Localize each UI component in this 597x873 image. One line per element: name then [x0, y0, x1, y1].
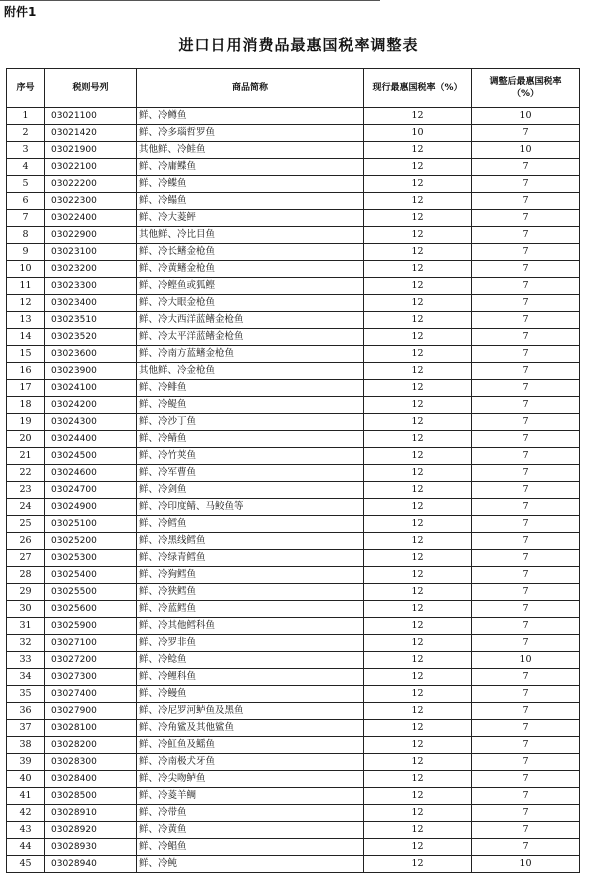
cell-serial-no: 34 — [7, 669, 45, 686]
cell-product-name: 鲜、冷罗非鱼 — [137, 635, 364, 652]
cell-product-name: 鲜、冷南极犬牙鱼 — [137, 754, 364, 771]
cell-adjusted-rate: 7 — [472, 176, 580, 193]
cell-product-name: 鲜、冷大菱鲆 — [137, 210, 364, 227]
header-product-name: 商品简称 — [137, 69, 364, 108]
cell-current-rate: 12 — [364, 210, 472, 227]
cell-product-name: 鲜、冷鲭鱼 — [137, 431, 364, 448]
cell-adjusted-rate: 7 — [472, 431, 580, 448]
cell-adjusted-rate: 10 — [472, 652, 580, 669]
cell-adjusted-rate: 7 — [472, 448, 580, 465]
cell-current-rate: 12 — [364, 584, 472, 601]
table-row — [7, 839, 580, 856]
table-row — [7, 312, 580, 329]
cell-adjusted-rate: 10 — [472, 142, 580, 159]
cell-serial-no: 9 — [7, 244, 45, 261]
cell-serial-no: 33 — [7, 652, 45, 669]
cell-serial-no: 22 — [7, 465, 45, 482]
cell-tariff-code: 03023400 — [45, 295, 137, 312]
cell-current-rate: 12 — [364, 397, 472, 414]
cell-adjusted-rate: 7 — [472, 567, 580, 584]
cell-adjusted-rate: 7 — [472, 839, 580, 856]
cell-tariff-code: 03027200 — [45, 652, 137, 669]
cell-product-name: 鲜、冷黄鳍金枪鱼 — [137, 261, 364, 278]
table-row — [7, 465, 580, 482]
cell-adjusted-rate: 7 — [472, 227, 580, 244]
cell-current-rate: 12 — [364, 380, 472, 397]
cell-current-rate: 12 — [364, 618, 472, 635]
cell-adjusted-rate: 7 — [472, 244, 580, 261]
cell-adjusted-rate: 7 — [472, 737, 580, 754]
table-row — [7, 380, 580, 397]
cell-product-name: 鲜、冷鳎鱼 — [137, 193, 364, 210]
cell-current-rate: 12 — [364, 737, 472, 754]
cell-serial-no: 20 — [7, 431, 45, 448]
cell-current-rate: 12 — [364, 533, 472, 550]
cell-serial-no: 29 — [7, 584, 45, 601]
cell-serial-no: 4 — [7, 159, 45, 176]
cell-product-name: 鲜、冷庸鲽鱼 — [137, 159, 364, 176]
cell-tariff-code: 03023510 — [45, 312, 137, 329]
cell-serial-no: 19 — [7, 414, 45, 431]
table-row — [7, 584, 580, 601]
cell-serial-no: 35 — [7, 686, 45, 703]
cell-adjusted-rate: 7 — [472, 261, 580, 278]
cell-adjusted-rate: 7 — [472, 295, 580, 312]
table-row — [7, 125, 580, 142]
cell-adjusted-rate: 7 — [472, 312, 580, 329]
header-adjusted-rate — [472, 69, 580, 108]
cell-tariff-code: 03023520 — [45, 329, 137, 346]
cell-product-name: 鲜、冷大眼金枪鱼 — [137, 295, 364, 312]
cell-tariff-code: 03027300 — [45, 669, 137, 686]
table-row — [7, 669, 580, 686]
cell-current-rate: 12 — [364, 635, 472, 652]
table-row — [7, 346, 580, 363]
cell-product-name: 鲜、冷剑鱼 — [137, 482, 364, 499]
cell-product-name: 鲜、冷魟鱼及鳐鱼 — [137, 737, 364, 754]
table-row — [7, 363, 580, 380]
cell-adjusted-rate: 7 — [472, 771, 580, 788]
table-row — [7, 227, 580, 244]
cell-product-name: 鲜、冷太平洋蓝鳍金枪鱼 — [137, 329, 364, 346]
cell-current-rate: 12 — [364, 822, 472, 839]
table-row — [7, 448, 580, 465]
cell-serial-no: 23 — [7, 482, 45, 499]
cell-adjusted-rate: 7 — [472, 414, 580, 431]
cell-serial-no: 38 — [7, 737, 45, 754]
cell-current-rate: 12 — [364, 465, 472, 482]
cell-tariff-code: 03022400 — [45, 210, 137, 227]
cell-serial-no: 3 — [7, 142, 45, 159]
table-row — [7, 720, 580, 737]
table-row — [7, 516, 580, 533]
header-adjusted-rate-text: 调整后最惠国税率（%） — [489, 77, 562, 99]
cell-current-rate: 12 — [364, 142, 472, 159]
cell-current-rate: 12 — [364, 839, 472, 856]
document-title: 进口日用消费品最惠国税率调整表 — [178, 36, 419, 54]
cell-product-name: 鲜、冷尖吻鲈鱼 — [137, 771, 364, 788]
cell-serial-no: 41 — [7, 788, 45, 805]
cell-serial-no: 5 — [7, 176, 45, 193]
cell-current-rate: 12 — [364, 159, 472, 176]
cell-adjusted-rate: 7 — [472, 754, 580, 771]
table-row — [7, 635, 580, 652]
cell-product-name: 鲜、冷带鱼 — [137, 805, 364, 822]
cell-product-name: 鲜、冷菱羊鲷 — [137, 788, 364, 805]
cell-adjusted-rate: 7 — [472, 533, 580, 550]
cell-serial-no: 15 — [7, 346, 45, 363]
cell-product-name: 鲜、冷鲶鱼 — [137, 652, 364, 669]
table-row — [7, 737, 580, 754]
cell-tariff-code: 03027900 — [45, 703, 137, 720]
cell-current-rate: 12 — [364, 482, 472, 499]
top-rule — [0, 0, 380, 1]
cell-adjusted-rate: 7 — [472, 210, 580, 227]
cell-tariff-code: 03028910 — [45, 805, 137, 822]
table-row — [7, 176, 580, 193]
cell-tariff-code: 03024200 — [45, 397, 137, 414]
cell-tariff-code: 03028500 — [45, 788, 137, 805]
cell-current-rate: 12 — [364, 567, 472, 584]
cell-tariff-code: 03024900 — [45, 499, 137, 516]
table-row — [7, 278, 580, 295]
cell-adjusted-rate: 7 — [472, 669, 580, 686]
cell-product-name: 鲜、冷沙丁鱼 — [137, 414, 364, 431]
cell-serial-no: 43 — [7, 822, 45, 839]
cell-adjusted-rate: 7 — [472, 584, 580, 601]
cell-product-name: 鲜、冷黄鱼 — [137, 822, 364, 839]
cell-current-rate: 12 — [364, 108, 472, 125]
cell-current-rate: 12 — [364, 754, 472, 771]
cell-tariff-code: 03025500 — [45, 584, 137, 601]
cell-serial-no: 40 — [7, 771, 45, 788]
cell-current-rate: 12 — [364, 176, 472, 193]
cell-serial-no: 7 — [7, 210, 45, 227]
cell-serial-no: 16 — [7, 363, 45, 380]
cell-tariff-code: 03022900 — [45, 227, 137, 244]
cell-adjusted-rate: 7 — [472, 635, 580, 652]
cell-current-rate: 12 — [364, 669, 472, 686]
cell-current-rate: 12 — [364, 261, 472, 278]
table-row — [7, 618, 580, 635]
table-row — [7, 108, 580, 125]
cell-serial-no: 8 — [7, 227, 45, 244]
cell-product-name: 鲜、冷竹荚鱼 — [137, 448, 364, 465]
cell-product-name: 其他鲜、冷鲑鱼 — [137, 142, 364, 159]
table-row — [7, 686, 580, 703]
table-row — [7, 397, 580, 414]
cell-serial-no: 11 — [7, 278, 45, 295]
table-row — [7, 210, 580, 227]
cell-adjusted-rate: 10 — [472, 108, 580, 125]
cell-product-name: 鲜、冷鳀鱼 — [137, 397, 364, 414]
table-row — [7, 805, 580, 822]
table-row — [7, 414, 580, 431]
cell-tariff-code: 03027400 — [45, 686, 137, 703]
cell-current-rate: 12 — [364, 193, 472, 210]
cell-tariff-code: 03023900 — [45, 363, 137, 380]
cell-tariff-code: 03028300 — [45, 754, 137, 771]
table-row — [7, 482, 580, 499]
cell-adjusted-rate: 7 — [472, 703, 580, 720]
cell-adjusted-rate: 7 — [472, 516, 580, 533]
cell-tariff-code: 03024100 — [45, 380, 137, 397]
cell-product-name: 鲜、冷蓝鳕鱼 — [137, 601, 364, 618]
table-row — [7, 822, 580, 839]
cell-tariff-code: 03025400 — [45, 567, 137, 584]
cell-current-rate: 12 — [364, 686, 472, 703]
cell-product-name: 鲜、冷鳕鱼 — [137, 516, 364, 533]
cell-current-rate: 12 — [364, 788, 472, 805]
table-row — [7, 703, 580, 720]
cell-tariff-code: 03028400 — [45, 771, 137, 788]
cell-adjusted-rate: 7 — [472, 465, 580, 482]
cell-adjusted-rate: 7 — [472, 125, 580, 142]
cell-serial-no: 36 — [7, 703, 45, 720]
header-tariff-code: 税则号列 — [45, 69, 137, 108]
table-row — [7, 499, 580, 516]
table-row — [7, 567, 580, 584]
cell-tariff-code: 03024600 — [45, 465, 137, 482]
cell-tariff-code: 03021100 — [45, 108, 137, 125]
cell-tariff-code: 03025600 — [45, 601, 137, 618]
cell-tariff-code: 03024400 — [45, 431, 137, 448]
cell-tariff-code: 03022300 — [45, 193, 137, 210]
cell-tariff-code: 03028930 — [45, 839, 137, 856]
tariff-table — [6, 68, 580, 873]
cell-product-name: 其他鲜、冷金枪鱼 — [137, 363, 364, 380]
attachment-label: 附件1 — [4, 5, 37, 19]
cell-product-name: 鲜、冷南方蓝鳍金枪鱼 — [137, 346, 364, 363]
cell-current-rate: 12 — [364, 856, 472, 873]
cell-current-rate: 12 — [364, 363, 472, 380]
header-current-rate: 现行最惠国税率（%） — [364, 69, 472, 108]
cell-tariff-code: 03027100 — [45, 635, 137, 652]
cell-tariff-code: 03028920 — [45, 822, 137, 839]
cell-current-rate: 12 — [364, 227, 472, 244]
cell-tariff-code: 03024700 — [45, 482, 137, 499]
table-row — [7, 244, 580, 261]
cell-adjusted-rate: 7 — [472, 193, 580, 210]
cell-adjusted-rate: 7 — [472, 550, 580, 567]
cell-serial-no: 21 — [7, 448, 45, 465]
cell-current-rate: 12 — [364, 805, 472, 822]
cell-serial-no: 10 — [7, 261, 45, 278]
cell-product-name: 鲜、冷多瑙哲罗鱼 — [137, 125, 364, 142]
cell-product-name: 鲜、冷长鳍金枪鱼 — [137, 244, 364, 261]
cell-serial-no: 1 — [7, 108, 45, 125]
cell-adjusted-rate: 7 — [472, 329, 580, 346]
cell-adjusted-rate: 7 — [472, 397, 580, 414]
cell-tariff-code: 03028940 — [45, 856, 137, 873]
table-row — [7, 771, 580, 788]
table-row — [7, 295, 580, 312]
cell-tariff-code: 03023200 — [45, 261, 137, 278]
table-row — [7, 261, 580, 278]
cell-serial-no: 24 — [7, 499, 45, 516]
cell-serial-no: 28 — [7, 567, 45, 584]
cell-product-name: 鲜、冷狭鳕鱼 — [137, 584, 364, 601]
cell-current-rate: 12 — [364, 414, 472, 431]
cell-tariff-code: 03028100 — [45, 720, 137, 737]
cell-tariff-code: 03021420 — [45, 125, 137, 142]
cell-adjusted-rate: 7 — [472, 720, 580, 737]
table-row — [7, 142, 580, 159]
cell-current-rate: 12 — [364, 703, 472, 720]
cell-adjusted-rate: 7 — [472, 601, 580, 618]
cell-tariff-code: 03022100 — [45, 159, 137, 176]
cell-serial-no: 30 — [7, 601, 45, 618]
cell-adjusted-rate: 7 — [472, 686, 580, 703]
cell-current-rate: 12 — [364, 312, 472, 329]
cell-tariff-code: 03025900 — [45, 618, 137, 635]
table-row — [7, 601, 580, 618]
cell-product-name: 鲜、冷鲤科鱼 — [137, 669, 364, 686]
cell-product-name: 鲜、冷角鲨及其他鲨鱼 — [137, 720, 364, 737]
cell-serial-no: 32 — [7, 635, 45, 652]
cell-current-rate: 12 — [364, 652, 472, 669]
cell-serial-no: 45 — [7, 856, 45, 873]
cell-tariff-code: 03023300 — [45, 278, 137, 295]
cell-current-rate: 12 — [364, 448, 472, 465]
cell-serial-no: 44 — [7, 839, 45, 856]
cell-product-name: 鲜、冷鳗鱼 — [137, 686, 364, 703]
cell-product-name: 鲜、冷军曹鱼 — [137, 465, 364, 482]
cell-tariff-code: 03024500 — [45, 448, 137, 465]
table-row — [7, 533, 580, 550]
cell-tariff-code: 03025200 — [45, 533, 137, 550]
cell-serial-no: 31 — [7, 618, 45, 635]
cell-current-rate: 10 — [364, 125, 472, 142]
header-serial-no: 序号 — [7, 69, 45, 108]
cell-serial-no: 37 — [7, 720, 45, 737]
cell-adjusted-rate: 7 — [472, 618, 580, 635]
table-row — [7, 652, 580, 669]
cell-adjusted-rate: 10 — [472, 856, 580, 873]
cell-current-rate: 12 — [364, 499, 472, 516]
cell-product-name: 鲜、冷鲀 — [137, 856, 364, 873]
cell-serial-no: 42 — [7, 805, 45, 822]
cell-product-name: 鲜、冷其他鳕科鱼 — [137, 618, 364, 635]
cell-adjusted-rate: 7 — [472, 363, 580, 380]
cell-adjusted-rate: 7 — [472, 380, 580, 397]
cell-product-name: 鲜、冷印度鲭、马鲛鱼等 — [137, 499, 364, 516]
cell-serial-no: 26 — [7, 533, 45, 550]
table-header-row — [7, 69, 580, 108]
cell-product-name: 鲜、冷大西洋蓝鳍金枪鱼 — [137, 312, 364, 329]
cell-serial-no: 12 — [7, 295, 45, 312]
cell-adjusted-rate: 7 — [472, 822, 580, 839]
cell-product-name: 鲜、冷黑线鳕鱼 — [137, 533, 364, 550]
cell-current-rate: 12 — [364, 601, 472, 618]
table-row — [7, 193, 580, 210]
cell-product-name: 鲜、冷鲱鱼 — [137, 380, 364, 397]
cell-current-rate: 12 — [364, 516, 472, 533]
cell-current-rate: 12 — [364, 329, 472, 346]
cell-adjusted-rate: 7 — [472, 278, 580, 295]
cell-product-name: 鲜、冷鲽鱼 — [137, 176, 364, 193]
cell-product-name: 鲜、冷尼罗河鲈鱼及黑鱼 — [137, 703, 364, 720]
cell-current-rate: 12 — [364, 550, 472, 567]
cell-tariff-code: 03022200 — [45, 176, 137, 193]
cell-tariff-code: 03028200 — [45, 737, 137, 754]
cell-serial-no: 14 — [7, 329, 45, 346]
cell-current-rate: 12 — [364, 278, 472, 295]
cell-tariff-code: 03025300 — [45, 550, 137, 567]
table-row — [7, 754, 580, 771]
cell-adjusted-rate: 7 — [472, 805, 580, 822]
table-row — [7, 159, 580, 176]
cell-serial-no: 13 — [7, 312, 45, 329]
cell-adjusted-rate: 7 — [472, 482, 580, 499]
cell-current-rate: 12 — [364, 720, 472, 737]
cell-current-rate: 12 — [364, 244, 472, 261]
cell-adjusted-rate: 7 — [472, 159, 580, 176]
cell-adjusted-rate: 7 — [472, 788, 580, 805]
cell-current-rate: 12 — [364, 346, 472, 363]
cell-product-name: 鲜、冷绿青鳕鱼 — [137, 550, 364, 567]
cell-product-name: 鲜、冷鲣鱼或狐鲣 — [137, 278, 364, 295]
cell-adjusted-rate: 7 — [472, 346, 580, 363]
table-body — [7, 108, 580, 873]
cell-product-name: 鲜、冷鳟鱼 — [137, 108, 364, 125]
cell-tariff-code: 03025100 — [45, 516, 137, 533]
cell-tariff-code: 03023100 — [45, 244, 137, 261]
table-row — [7, 550, 580, 567]
cell-serial-no: 39 — [7, 754, 45, 771]
cell-product-name: 鲜、冷狗鳕鱼 — [137, 567, 364, 584]
table-row — [7, 431, 580, 448]
cell-serial-no: 27 — [7, 550, 45, 567]
table-row — [7, 788, 580, 805]
table-row — [7, 329, 580, 346]
cell-tariff-code: 03024300 — [45, 414, 137, 431]
cell-serial-no: 6 — [7, 193, 45, 210]
cell-serial-no: 25 — [7, 516, 45, 533]
cell-tariff-code: 03021900 — [45, 142, 137, 159]
cell-current-rate: 12 — [364, 771, 472, 788]
cell-serial-no: 18 — [7, 397, 45, 414]
cell-current-rate: 12 — [364, 295, 472, 312]
cell-serial-no: 17 — [7, 380, 45, 397]
cell-serial-no: 2 — [7, 125, 45, 142]
cell-adjusted-rate: 7 — [472, 499, 580, 516]
cell-product-name: 其他鲜、冷比目鱼 — [137, 227, 364, 244]
cell-product-name: 鲜、冷鲳鱼 — [137, 839, 364, 856]
cell-tariff-code: 03023600 — [45, 346, 137, 363]
cell-current-rate: 12 — [364, 431, 472, 448]
